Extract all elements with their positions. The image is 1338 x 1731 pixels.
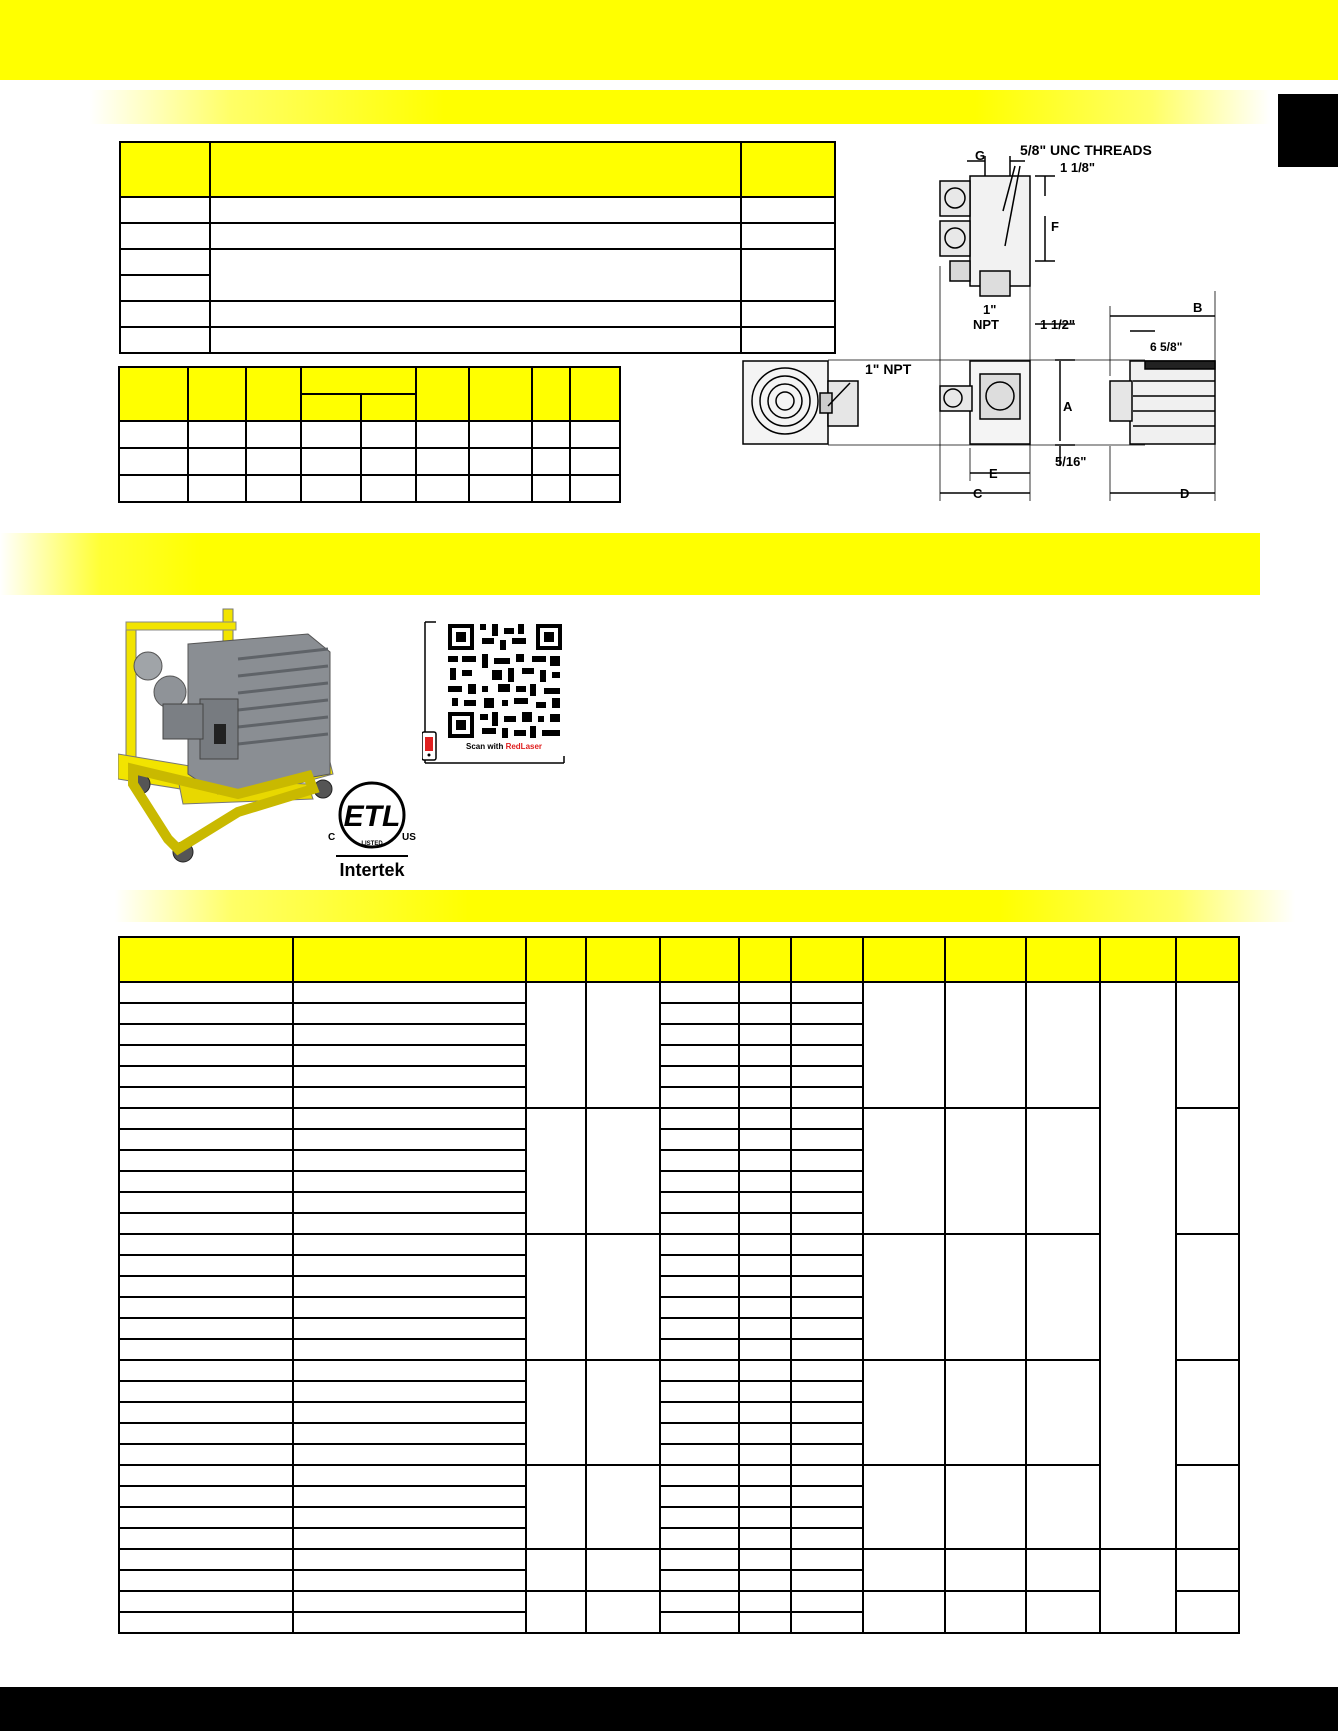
qr-caption-prefix: Scan with bbox=[466, 742, 506, 751]
etl-right-text: US bbox=[402, 832, 416, 843]
etl-listed-text: LISTED bbox=[361, 841, 383, 847]
intertek-brand-text: Intertek bbox=[339, 860, 405, 880]
top-banner bbox=[0, 0, 1338, 80]
etl-mark-text: ETL bbox=[343, 800, 401, 833]
label-g: G bbox=[975, 148, 986, 163]
section-header-band-product bbox=[0, 533, 1260, 595]
heater-cart-photo bbox=[118, 604, 348, 866]
dimension-drawing bbox=[735, 136, 1235, 516]
label-f: F bbox=[1051, 219, 1059, 234]
label-threads: 5/8" UNC THREADS bbox=[1020, 142, 1152, 158]
etl-left-text: C bbox=[328, 832, 336, 843]
specifications-table bbox=[118, 936, 1240, 1634]
etl-listed-mark bbox=[322, 780, 422, 885]
section-header-band-dimensions bbox=[90, 90, 1270, 124]
qr-caption bbox=[466, 742, 542, 751]
label-five-sixteenths: 5/16" bbox=[1055, 454, 1087, 469]
label-b: B bbox=[1193, 300, 1203, 315]
label-npt-one: 1" bbox=[983, 302, 997, 317]
label-one-one-eighth: 1 1/8" bbox=[1060, 160, 1096, 175]
section-tab bbox=[1278, 94, 1338, 167]
options-table bbox=[119, 141, 836, 354]
bottom-banner bbox=[0, 1687, 1338, 1731]
label-d: D bbox=[1180, 486, 1190, 501]
label-a: A bbox=[1063, 399, 1073, 414]
label-six-five-eighths: 6 5/8" bbox=[1150, 340, 1183, 354]
qr-caption-brand: RedLaser bbox=[505, 742, 543, 751]
qr-code-panel bbox=[422, 618, 566, 766]
dimensions-table bbox=[118, 366, 621, 503]
label-one-one-half: 1 1/2" bbox=[1040, 317, 1076, 332]
section-header-band-specifications bbox=[115, 890, 1295, 922]
label-c: C bbox=[973, 486, 983, 501]
label-e: E bbox=[989, 466, 998, 481]
label-one-npt: 1" NPT bbox=[865, 361, 912, 377]
label-npt: NPT bbox=[973, 317, 999, 332]
